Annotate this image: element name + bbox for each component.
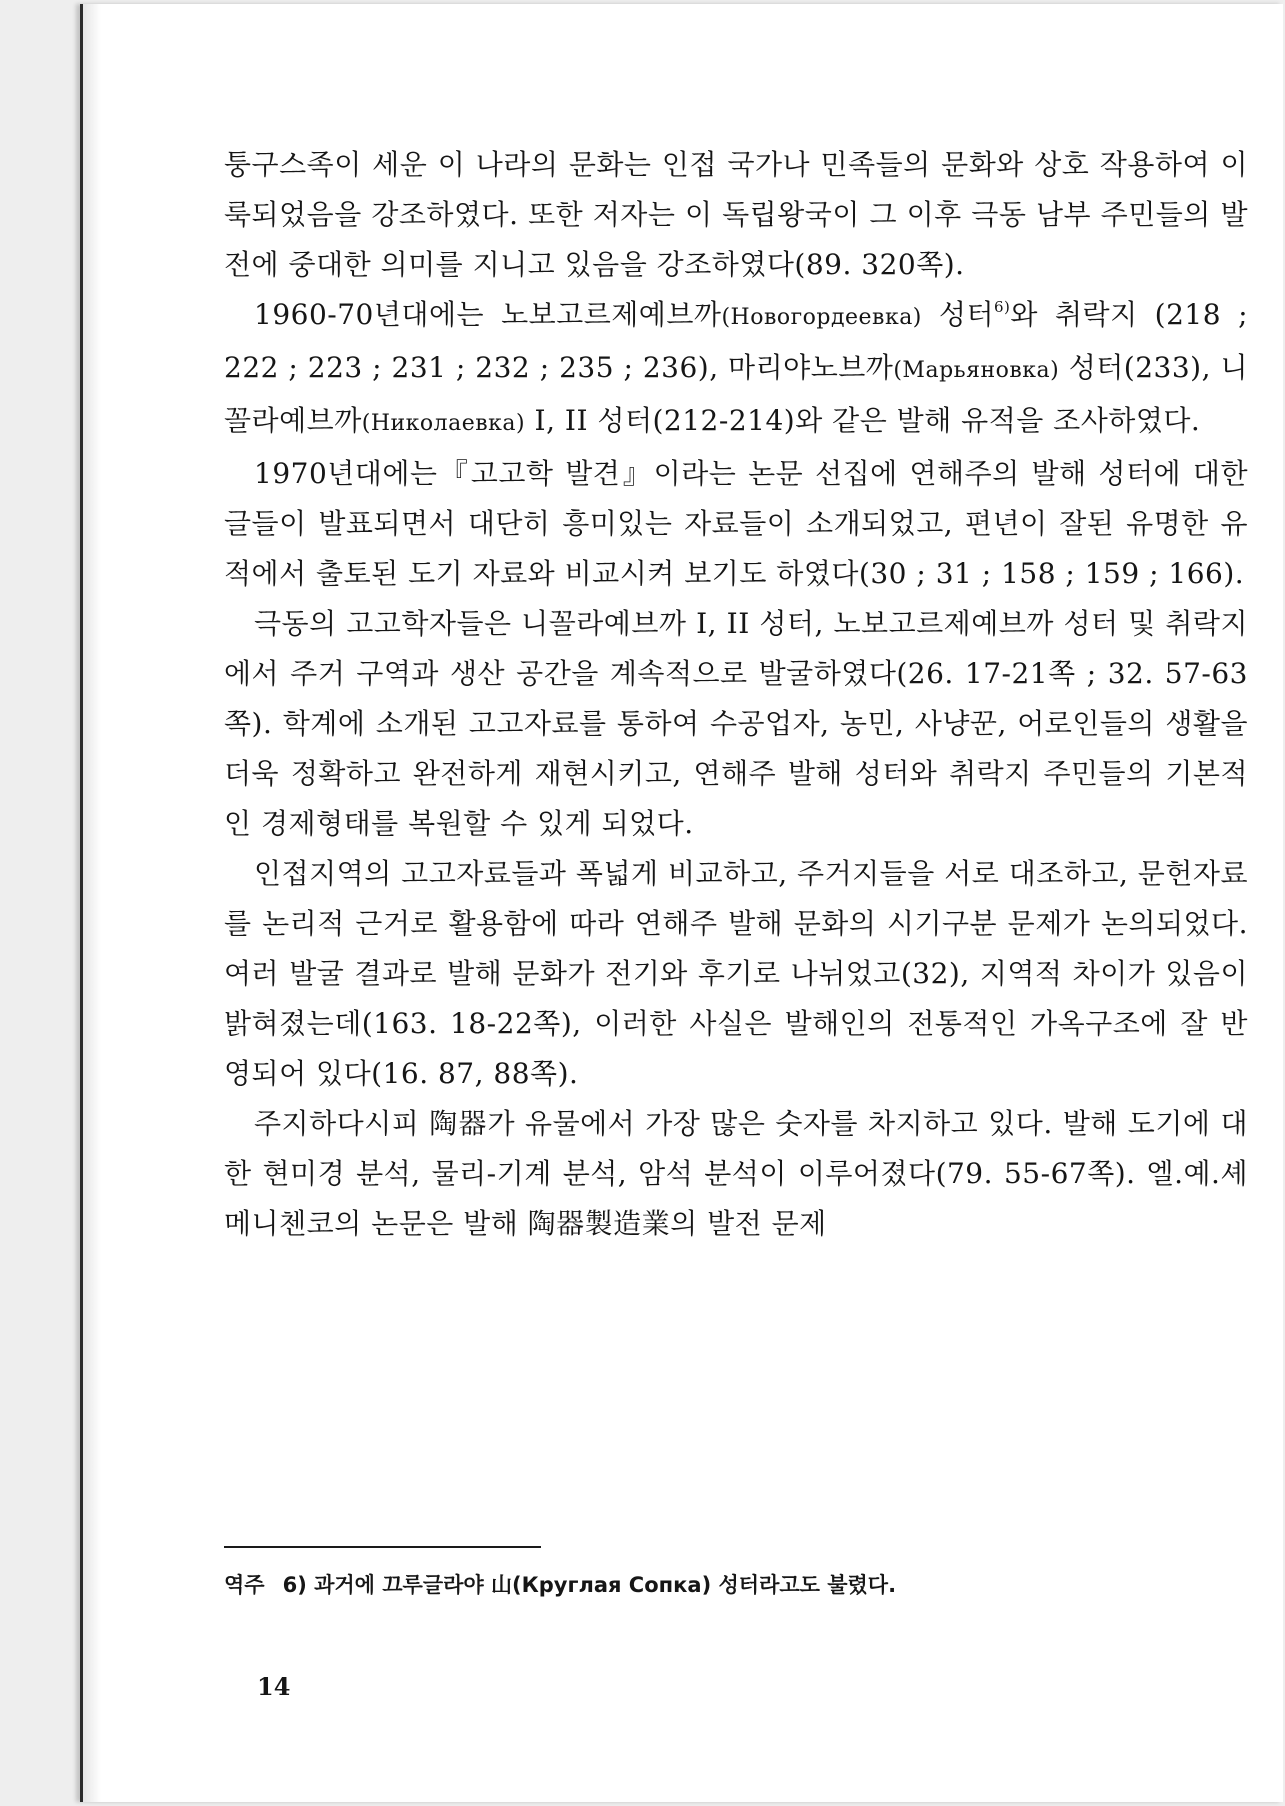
p1-text-b: 성터 [921, 298, 995, 331]
footnote-divider [224, 1546, 541, 1548]
footnote-marker: 6) [994, 298, 1011, 316]
body-text [224, 140, 1248, 1249]
footnote-tag: 역주 [224, 1573, 265, 1597]
p1-russian-name-1: (Новогордеевка) [721, 305, 922, 330]
paragraph-pottery-analysis: 주지하다시피 陶器가 유물에서 가장 많은 숫자를 차지하고 있다. 발해 도기에 대한 현미경 분석, 물리-기계 분석, 암석 분석이 이루어졌다(79. 55-67쪽). 엘.예.셰메니첸코의 논문은 발해 陶器製造業의 발전 문제 [224, 1107, 1248, 1240]
paragraph-far-east-archaeologists: 극동의 고고학자들은 니꼴라예브까 I, II 성터, 노보고르제예브까 성터 및 취락지에서 주거 구역과 생산 공간을 계속적으로 발굴하였다(26. 17-21쪽 ; 32. 57-63쪽). 학계에 소개된 고고자료를 통하여 수공업자, 농민, 사냥꾼, 어로인들의 생활을 더욱 정확하고 완전하게 재현시키고, 연해주 발해 성터와 취락지 주민들의 기본적인 경제형태를 복원할 수 있게 되었다. [224, 607, 1248, 840]
p1-text-a: 1960-70년대에는 노보고르제예브까 [254, 298, 722, 331]
book-page [80, 4, 1283, 1802]
page-gutter-shadow [83, 4, 101, 1802]
paragraph-1960s-excavations [224, 290, 1248, 449]
footnote-text: 6) 과거에 끄루글라야 山(Круглая Сопка) 성터라고도 불렸다. [282, 1573, 897, 1597]
p1-russian-name-2: (Марьяновка) [893, 358, 1060, 383]
p1-text-d: 성터(233), 니꼴라예브까 [224, 351, 1248, 437]
footnote [224, 1570, 1248, 1600]
page-number: 14 [257, 1672, 291, 1701]
paragraph-intro: 퉁구스족이 세운 이 나라의 문화는 인접 국가나 민족들의 문화와 상호 작용하여 이룩되었음을 강조하였다. 또한 저자는 이 독립왕국이 그 이후 극동 남부 주민들의 발전에 중대한 의미를 지니고 있음을 강조하였다(89. 320쪽). [224, 148, 1248, 281]
paragraph-1970s-publications: 1970년대에는『고고학 발견』이라는 논문 선집에 연해주의 발해 성터에 대한 글들이 발표되면서 대단히 흥미있는 자료들이 소개되었고, 편년이 잘된 유명한 유적에서 출토된 도기 자료와 비교시켜 보기도 하였다(30 ; 31 ; 158 ; 159 ; 166). [224, 457, 1248, 590]
p1-russian-name-3: (Николаевка) [361, 411, 526, 436]
paragraph-periodization: 인접지역의 고고자료들과 폭넓게 비교하고, 주거지들을 서로 대조하고, 문헌자료를 논리적 근거로 활용함에 따라 연해주 발해 문화의 시기구분 문제가 논의되었다. 여러 발굴 결과로 발해 문화가 전기와 후기로 나뉘었고(32), 지역적 차이가 있음이 밝혀졌는데(163. 18-22쪽), 이러한 사실은 발해인의 전통적인 가옥구조에 잘 반영되어 있다(16. 87, 88쪽). [224, 857, 1248, 1090]
p1-text-e: I, II 성터(212-214)와 같은 발해 유적을 조사하였다. [525, 404, 1201, 437]
p1-text-c: 와 취락지 (218 ; 222 ; 223 ; 231 ; 232 ; 235 ; 236), 마리야노브까 [224, 298, 1249, 384]
